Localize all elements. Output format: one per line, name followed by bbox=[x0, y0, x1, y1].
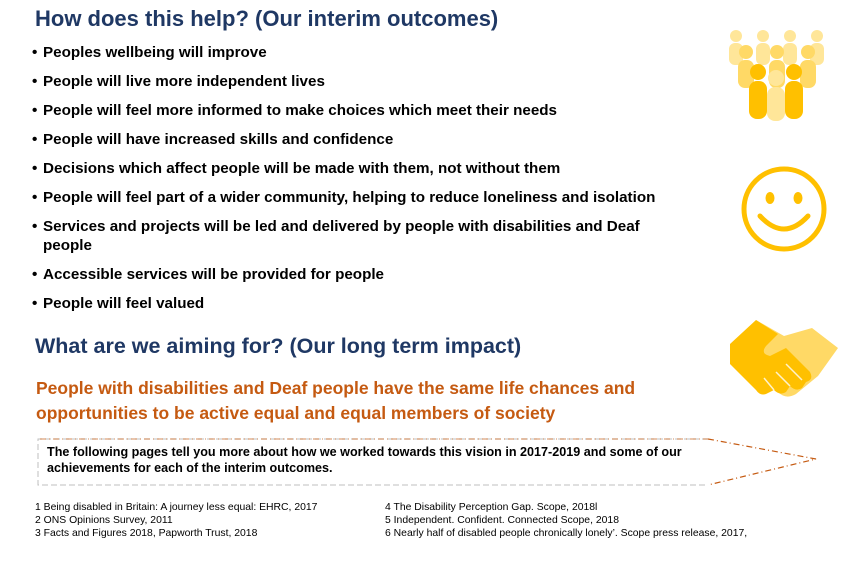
list-item: • Accessible services will be provided for people bbox=[32, 265, 712, 284]
list-item: • Decisions which affect people will be made with them, not without them bbox=[32, 159, 712, 178]
list-item: • People will feel valued bbox=[32, 294, 712, 313]
list-item: • People will have increased skills and confidence bbox=[32, 130, 712, 149]
reference-item: 5 Independent. Confident. Connected Scope, 2018 bbox=[385, 515, 619, 526]
reference-item: 2 ONS Opinions Survey, 2011 bbox=[35, 515, 173, 526]
list-item: • Peoples wellbeing will improve bbox=[32, 43, 712, 62]
smiley-face-icon bbox=[738, 164, 830, 254]
references-right bbox=[385, 501, 747, 540]
reference-item: 1 Being disabled in Britain: A journey less equal: EHRC, 2017 bbox=[35, 502, 318, 513]
list-item: • People will live more independent lives bbox=[32, 72, 712, 91]
list-item: • People will feel more informed to make choices which meet their needs bbox=[32, 101, 712, 120]
reference-item: 4 The Disability Perception Gap. Scope, 2018l bbox=[385, 502, 598, 513]
reference-item: 3 Facts and Figures 2018, Papworth Trust, 2018 bbox=[35, 528, 258, 539]
section-heading: What are we aiming for? (Our long term impact) bbox=[35, 334, 522, 358]
page-title: How does this help? (Our interim outcomes) bbox=[35, 6, 499, 31]
reference-item: 6 Nearly half of disabled people chronically lonely’. Scope press release, 2017, bbox=[385, 528, 748, 539]
callout-text: The following pages tell you more about how we worked towards this vision in 2017-2019 and some of our achievements for each of the interim outcomes. bbox=[47, 445, 682, 475]
impact-statement: People with disabilities and Deaf people have the same life chances and opportunities to be active equal and equal members of society bbox=[36, 378, 636, 423]
outcomes-list bbox=[32, 43, 712, 323]
list-item: • People will feel part of a wider community, helping to reduce loneliness and isolation bbox=[32, 188, 712, 207]
references-left bbox=[35, 501, 317, 540]
handshake-icon bbox=[726, 314, 844, 404]
list-item: • Services and projects will be led and delivered by people with disabilities and Deaf people bbox=[32, 217, 683, 255]
callout-box bbox=[38, 437, 708, 485]
people-group-icon bbox=[722, 28, 832, 123]
